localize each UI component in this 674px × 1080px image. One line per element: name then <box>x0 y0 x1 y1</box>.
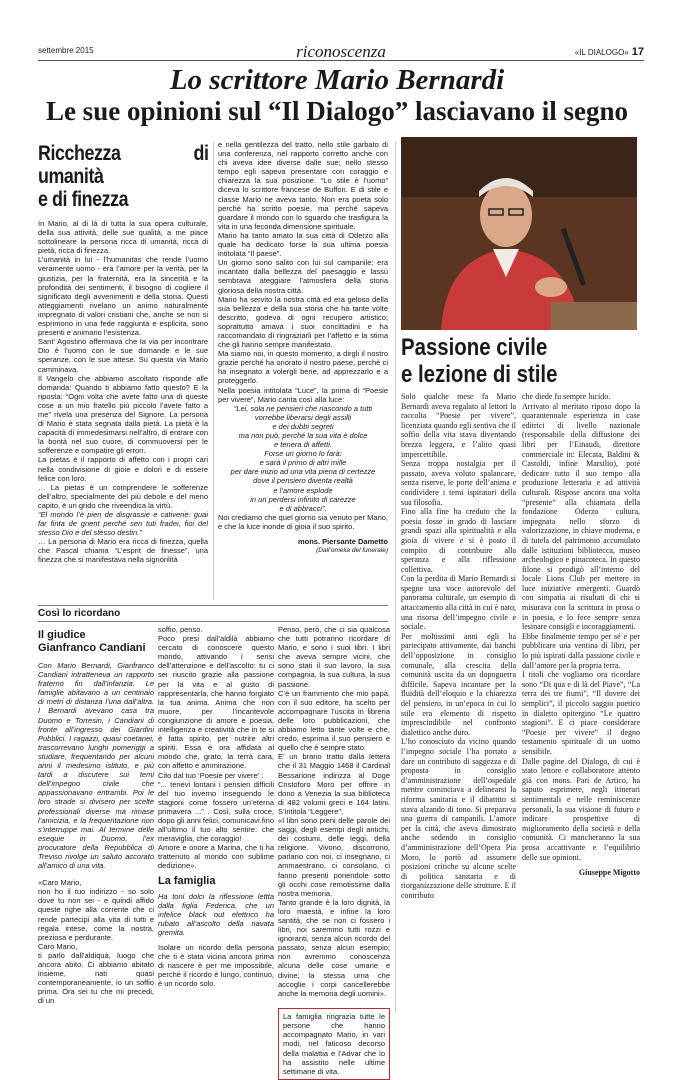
article2-paragraph: Arrivato al meritato riposo dopo la quarantennale esperienza in case editrici di livello nazionale (responsabile della diffusione dei libri per l’Einaudi, direttore commerciale in: Elecata, Baldini & Castoldi, infine Marsilio), poté dedicare tutto il suo tempo alla produzione letteraria e ad attività culturali. Rispose ancora una volta “presente” alla chiamata della fondazione Oderzo cultura, impegnata nello sforzo di valorizzazione, in chiave moderna, e di tutela del patrimonio accumulato dalle istituzioni bibliotecca, museo archeologico e pinacoteca. In questo filone si prodigò all’interno del locale Lions Club per mettere in luce iniziative emergenti. Guardò con simpatia ai risultati di chi si misurava con la scrittura in prosa o in poesia, e lo fece sempre senza lesinare consigli e incoraggiamenti. <box>522 401 640 632</box>
article1-paragraph: Nella poesia intitolata “Luce”, la prima di “Poesie per vivere”, Mario canta così alla luce: <box>218 385 388 404</box>
article1-author: mons. Piersante Dametto (Dall’omelia del funerale) <box>297 537 388 555</box>
article2-paragraph: Fino alla fine ha creduto che la poesia fosse in grado di lasciare grandi spazi alla spiritualità e alla gioia di vivere e si è posto il compito di contribuire alla speranza e alla riflessione collettiva. <box>401 507 516 574</box>
poem-line: e l’amore esplode <box>273 485 333 495</box>
article3-paragraph: soffio, penso. <box>158 625 203 634</box>
article3-column3 <box>278 625 390 1077</box>
article2-paragraph: Dalle pagine del Dialogo, di cui è stato lettore e collaboratore attento già con mons. Pari de Artico, ha saputo esprimere, negli itinerari sentimentali e nelle reminiscenze personali, la sua visione di futuro e indicare prospettive di miglioramento della società e della comunità. Ci mancheranno la sua prosa accattivante e l’equilibrio delle sue opinioni. <box>522 756 640 862</box>
poem-line: e tenera di affetti. <box>274 440 332 450</box>
poem-line: vorrebbe liberarsi degli assilli <box>254 412 352 422</box>
article3-column1 <box>38 625 154 1015</box>
famiglia-heading: La famiglia <box>158 874 216 887</box>
article3-paragraph: “... tenevi lontani i pensieri difficili del tuo inverno inseguendo le stagioni come fossero un’eterna primavera ...” . Così, sulla croce, dopo gli anni felici, comunicavi fino all’ultimo il tuo alto sentire: che meraviglia, che coraggio! <box>158 779 274 844</box>
article2-column2 <box>522 392 640 1012</box>
article2-paragraph: L’ho conosciuto da vicino quando l’impegno sociale l’ha portato a dare un contributo di saggezza e di proposta in consiglio d’amministrazione dell’ospedale mentre cominciava a delinearsi la riforma sanitaria e il dibattito si stava alzando di tono. Si preparava una guerra di campanili. L’amore per la città, che aveva dimostrato anche sedendo in consiglio d’amministrazione dell’Opera Pia Moro, lo portò ad assumere posizioni critiche su alcune scelte di politica sanitaria e di riorganizzazione delle strutture. E il contributo <box>401 737 516 900</box>
page-title: Lo scrittore Mario Bernardi <box>169 64 505 96</box>
paper-name: «IL DIALOGO» 17 <box>574 46 644 58</box>
family-thanks-box: La famiglia ringrazia tutte le persone che hanno accompagnato Mario, in vari modi, nel faticoso decorso della malattia e l’Advar che lo ha assistito nelle ultime settimane di vita. <box>278 1008 390 1080</box>
article3-paragraph: «I libri sono pieni delle parole dei saggi, degli esempi degli antichi, dei costumi, delle leggi, della religione. Vivono, discorrono, parlano con noi, ci insegnano, ci ammaestrano, ci consolano, ci fanno presenti ponendole sotto gli occhi cose remotissime dalla nostra memoria. <box>278 815 390 898</box>
article1-paragraph: e nella gentilezza del tratto, nello stile garbato di una conferenza, nel rapporto corretto anche con chi aveva idee diverse dalle sue; nello stesso tempo egli sapeva presentare con coraggio e chiarezza la sua posizione. “Lo stile è l’uomo” diceva lo scrittore francese de Buffon. E di stile e classe Mario ne aveva tanto. Non era poeta solo perché ha scritto poesie, ma perché sapeva guardare il mondo con lo sguardo che trasfigura la vita in una feconda dimensione spirituale. <box>218 140 388 231</box>
page-header <box>38 44 644 60</box>
article2-paragraph: che diede fu sempre lucido. <box>522 392 611 401</box>
article3-paragraph: non ho il tuo indirizzo - so solo dove tu non sei - e quindi affido queste righe alla corrente che ci rende partecipi alla vita di tutti e regala intese, come la nostra, preziosa e perdurante. <box>38 887 154 942</box>
article3-paragraph: Poco presi dall’aldilà abbiamo cercato di conoscere questo mondo, attivando i sensi dell’attenzione e dell’ascolto: tu ci sei riuscito grazie alla passione per la vita e al gusto di rappresentarla, che hanno forgiato la tua anima. Anima che non muore, per l’incantevole congiunzione di amore e poesia, intelligenza e creatività che in te si è fatta spirito, per nutrire altri spiriti. Essa è ora affidata al mondo che, grato, la terrà cara, con affetto e ammirazione. <box>158 634 274 771</box>
article3-paragraph: Tanto grande è la loro dignità, la loro maestà, e infine la loro santità, che se non ci fossero i libri, noi saremmo tutti rozzi e ignoranti, senza alcun ricordo del passato, senza alcun esempio; non avremmo conoscenza alcuna delle cose umane e divine; la stessa urna che accoglie i corpi cancellerebbe anche la memoria degli uomini». <box>278 897 390 998</box>
article3-intro: Con Mario Bernardi, Gianfranco Candiani intratteneva un rapporto fraterno fin dall’infanzia. Le famiglie abitavano a un centinaio di metri di distanza l’una dall’altra. I Bernardi avevano casa tra Duomo e Torresin, i Candiani di fronte all’ingresso dei Giardini Pubblici. I ragazzi, quasi coetanei, trascorrevano lunghi pomeriggi a studiare, frequentando per alcuni anni il medesimo istituto, e più tardi a discutere sui temi dell’impegno civile che appassionavano entrambi. Poi le loro strade si divisero per scelte professionali diverse ma rimase l’amicizia, e la frequentazione non s’interruppe mai. Al termine delle esequie in Duomo, l’ex procuratore della Repubblica di Treviso rivolge un saluto accorato all’amico di una vita. <box>38 661 154 871</box>
article1-heading: Ricchezza di umanità e di finezza <box>38 142 209 211</box>
article3-heading: Il giudice Gianfranco Candiani <box>38 629 146 654</box>
article2-author: Giuseppe Migotto <box>578 868 640 878</box>
page-subtitle: Le sue opinioni sul “Il Dialogo” lasciavano il segno <box>45 96 629 126</box>
article1-paragraph: In Mario, al di là di tutta la sua opera culturale, della sua attività, delle sue qualità, a me piace sottolineare la persona ricca di umanità, ricca di pietà, ricca di finezza. <box>38 219 208 256</box>
article3-paragraph: ti parlo dall’aldiquà, luogo che ancora abito. Ci abbiamo abitato insieme, nati quasi contemporaneamente, io un soffio prima. Ora sei tu che mi precedi, di un <box>38 950 154 1006</box>
article2-paragraph: Ebbe finalmente tempo per sé e per pubblicare una ventina di libri, per lo più ispirati dalla passione civile e dall’amore per la propria terra. <box>522 631 640 670</box>
article1-column2 <box>218 140 388 602</box>
article3-paragraph: Caro Mario, <box>38 941 78 951</box>
article2-paragraph: Solo qualche mese fa Mario Bernardi aveva regalato al lettori la raccolta “Poesie per vivere”, licenziata quando egli sentiva che il soffio della vita stava diventando brezza leggera, e l’alito quasi impercettibile. <box>401 392 516 459</box>
article2-paragraph: I titoli che vogliamo ora ricordare sono “Di qua e di là del Piave”, “La terra dei tre fiumi”, “Il dovere dei semplici”, il piccolo saggio poetico in dialetto opitergino “Le quattro stagioni”. E ci piace considerare “Poesie per vivere” il degno testamento spirituale di un uomo sensibile. <box>522 670 640 756</box>
article1-paragraph: La pietas è il rapporto di affetto con i propri cari nella condivisione di gioie e dolori e di essere felice con loro. <box>38 455 208 483</box>
article1-paragraph: … La persona di Mario era ricca di finezza, quella che Pascal chiama “L’esprit de finesse”, una finezza che si manifestava nella signorilità <box>38 537 208 565</box>
article1-paragraph: Sant’ Agostino affermava che la via per incontrare Dio è l’uomo con le sue domande e le sue speranze, con le sue attese. Su questa via Mario camminava. <box>38 337 208 374</box>
article1-paragraph: Mario ha servito la nostra città ed era geloso della sua bellezza e della sua storia che ha tante volte descritto, godeva di ogni recupero artistico; soprattutto amava i suoi concittadini e ha raccomandato di ringraziarli per l’affetto e la stima che gli hanno sempre manifestato. <box>218 294 388 350</box>
mario-bernardi-photo <box>401 137 637 330</box>
article3-paragraph: C’è un frammento che mio papà, con il suo editore, ha scelto per accompagnare l’uscita in libreria delle loro pubblicazioni, che abbiamo letto tante volte e che, credo, esprima il suo pensiero e quello che è sempre stato. <box>278 688 390 753</box>
poem-line: e sarà il primo di altri mille <box>259 458 347 468</box>
poem-line: “Lei, sola ne pensieri che nascondo a tutti <box>233 403 373 413</box>
article1-column1 <box>38 140 208 602</box>
article1-paragraph: … La pietas è un comprendere le sofferenze dell’altro, specialmente del più debole e del meno capito, è un grido che riveendica la virtù. <box>38 482 208 510</box>
page-number: 17 <box>631 46 644 58</box>
section-title: riconoscenza <box>296 42 386 61</box>
article1-closing: Noi crediamo che quel giorno sia venuto per Mario, e che la luce inonde di gioia il suo spirito. <box>218 512 388 531</box>
famiglia-paragraph: Isolare un ricordo della persona che ti è stata vicina ancora prima di nascere è per me impossibile, perché il ricordo è lungo, continuo, è un ricordo solo. <box>158 943 274 989</box>
article1-paragraph: “El mondo l’è pien de disgrassie e cativerie: guai far finta de gnent perché sen tuti fradei, fioi del stesso Dio e del stesso destin.” <box>38 510 208 538</box>
header-rule <box>38 60 644 61</box>
article2-heading: Passione civile e lezione di stile <box>401 334 558 388</box>
article1-paragraph: L’umanità in lui - l’humanitas che rende l’uomo veramente uomo - era l’amore per la verità, per la giustizia, per la fraternità, era la sincerità e la profondità dei sentimenti, il bisogno di cogliere il significato degli avvenimenti e della storia. Questi atteggiamenti rivelano un animo naturalmente impregnato di valori cristiani che, anche se non si esprimono in una fede raggiunta e esplicita, sono presenti e animano l’esistenza. <box>38 255 208 338</box>
poem-line: dove il pensiero diventa realtà <box>253 476 353 486</box>
article2-paragraph: Con la perdita di Mario Bernardi si spegne una voce autorevole del panorama culturale, un esempio di attaccamento alla città in cui è nato, una risorsa dell’impegno civile e sociale. <box>401 574 516 632</box>
article1-paragraph: Un giorno sono salito con lui sul campanile; era incantato dalla bellezza del paesaggio e lassù sembrava ateggiare l’atmosfera della storia gloriosa della nostra città. <box>218 258 388 295</box>
article3-paragraph: Penso, però, che ci sia qualcosa che tutti potranno ricordare di Mario, e sono i suoi libri. I libri che aveva sempre vicini, che sono stati il suo lavoro, la sua compagnia, la sua cultura, la sua passione. <box>278 625 390 689</box>
poem-line: Forse un giorno lo farà: <box>264 449 342 459</box>
article2-column1 <box>401 392 516 1012</box>
article2-paragraph: Per moltissimi anni egli ha partecipato attivamente, dai banchi dell’opposizione in consiglio comunale, alla crescita della comunità uscita da un dopoguerra difficile. Sapeva incantare per la fluidità dell’eloquio e la chiarezza del pensiero, in un’epoca in cui lo stile era elemento di rispetto imprescindibile nel confronto dialettico anche duro. <box>401 631 516 737</box>
article1-paragraph: Ma siamo noi, in questo momento, a dirgli il nostro grazie perché ha onorato il nostro paese, perché ci ha insegnato a volergli bene, ad apprezzarlo e a proteggerlo. <box>218 349 388 386</box>
article3-paragraph: E’ un brano tratto dalla lettera che il 31 Maggio 1468 il Cardinal Bessarione indirizza al Doge Cristoforo Moro per offrire in dono a Venezia la sua biblioteca di 482 volumi greci e 164 latini. S’intitola “Leggere”. <box>278 752 390 816</box>
poem-line: in un perdersi infinito di carezze <box>250 494 356 504</box>
issue-date: settembre 2015 <box>38 46 94 55</box>
article1-paragraph: Mario ha tanto amato la sua città di Oderzo alla quale ha dedicato forse la sua ultima poesia intitolata “Il paese”. <box>218 230 388 259</box>
article3-paragraph: Cito dal tuo ‘Poesie per vivere’ : <box>158 770 264 780</box>
poem-line: e di abbracci”. <box>279 503 327 513</box>
article3-paragraph: «Caro Mario, <box>38 878 82 888</box>
poem-line: e dei dubbi segreti <box>272 421 334 431</box>
article2-paragraph: Senza troppa nostalgia per il passato, aveva voluto spalancare, senza riserve, le porte dell’anima e condividere i temi ispiratori della sua filosofia. <box>401 459 516 507</box>
article1-paragraph: Il Vangelo che abbiamo ascoltato risponde alle domanda: Quando ti abbiamo fatto questo? E la riposta: “Ogni volta che avete fatto una di queste cose a un mio fratello più piccolo l’avete fatto a me” rivela una presenza del Signore. La persona di Mario è stata segnata dalla pietà. La pietà è la capacità di immedesimarsi nell’altro, di entrare con la bontà nel suo cuore, di commuoversi per le sofferenze e compatire gli errori. <box>38 373 208 456</box>
poem-line: ma non può, perché la sua vita è dolce <box>238 431 368 440</box>
poem-line: per dare inizio ad una vita piena di certezze <box>230 467 376 477</box>
section-bar: Così lo ricordano <box>38 605 388 622</box>
article3-paragraph: Amore e onore a Marina, che ti ha trattenuto al mondo con sublime dedizione». <box>158 843 274 871</box>
famiglia-intro: Ha toni dolci la riflessione lettta dalla figlia Federica, che un infelice black out elettrico ha rubato all’ascolto della navata gremita. <box>158 891 274 937</box>
article3-column2 <box>158 625 274 1015</box>
